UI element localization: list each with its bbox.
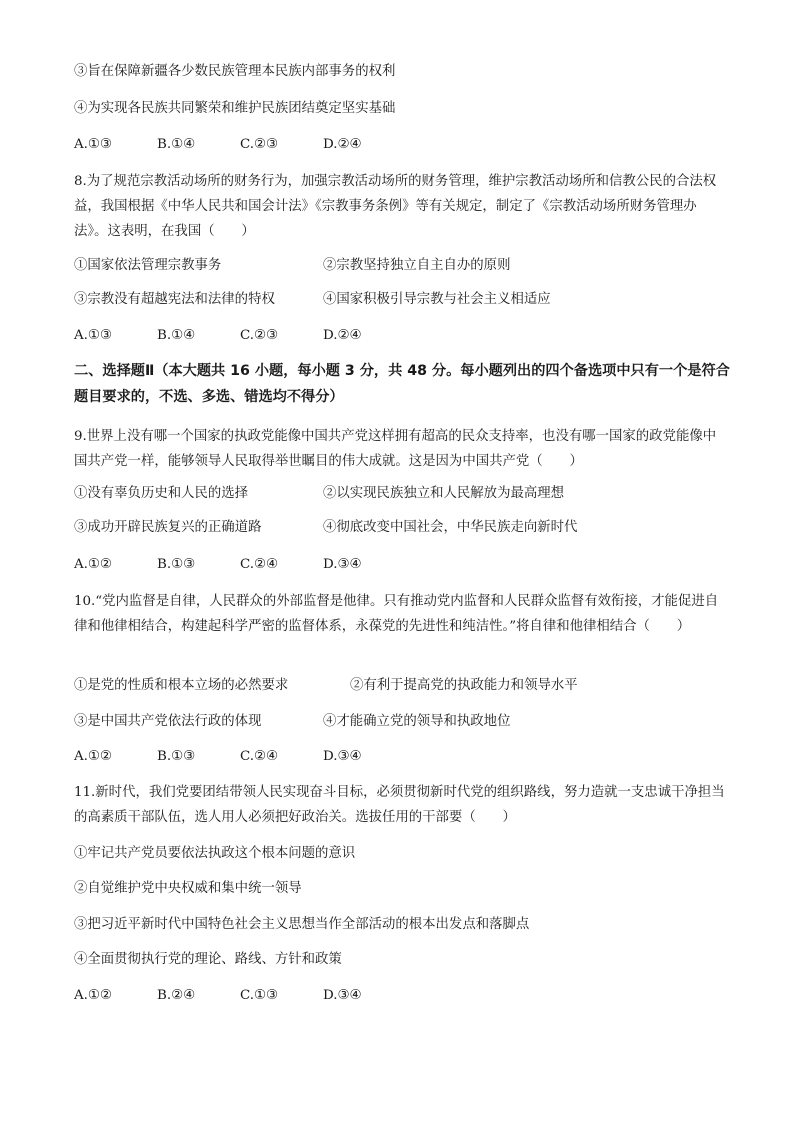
q9-stem: 9.世界上没有哪一个国家的执政党能像中国共产党这样拥有超高的民众支持率，也没有哪一国家的政党能像中国共产党一样，能够领导人民取得举世瞩目的伟大成就。这是因为中国共产党（ ） — [74, 429, 717, 469]
q9-item-1: ①没有辜负历史和人民的选择 — [74, 486, 249, 501]
q10-options — [74, 747, 406, 767]
q8-option-c[interactable]: C.②③ — [240, 328, 279, 343]
q7-option-d[interactable]: D.②④ — [323, 137, 362, 152]
q7-options — [74, 135, 406, 155]
q11-item-3: ③把习近平新时代中国特色社会主义思想当作全部活动的根本出发点和落脚点 — [74, 917, 530, 932]
q10-option-b[interactable]: B.①③ — [157, 749, 196, 764]
q9-option-d[interactable]: D.③④ — [323, 557, 362, 572]
q9-item-4: ④彻底改变中国社会，中华民族走向新时代 — [323, 520, 578, 535]
q10-option-a[interactable]: A.①② — [74, 749, 112, 764]
q11-item-4: ④全面贯彻执行党的理论、路线、方针和政策 — [74, 952, 342, 967]
q11-option-d[interactable]: D.③④ — [323, 988, 362, 1003]
q10-option-c[interactable]: C.②④ — [240, 749, 279, 764]
q10-item-1: ①是党的性质和根本立场的必然要求 — [74, 678, 289, 693]
q7-option-a[interactable]: A.①③ — [74, 137, 112, 152]
q11-stem: 11.新时代，我们党要团结带领人民实现奋斗目标，必须贯彻新时代党的组织路线，努力造就一支忠诚干净担当的高素质干部队伍，选人用人必须把好政治关。选拔任用的干部要（ ） — [74, 785, 725, 825]
q7-item-3: ③旨在保障新疆各少数民族管理本民族内部事务的权利 — [74, 64, 396, 79]
q7-option-b[interactable]: B.①④ — [157, 137, 196, 152]
q9-options — [74, 555, 406, 575]
q8-item-2: ②宗教坚持独立自主自办的原则 — [323, 258, 511, 273]
q9-item-2: ②以实现民族独立和人民解放为最高理想 — [323, 486, 565, 501]
q10-option-d[interactable]: D.③④ — [323, 749, 362, 764]
q11-option-c[interactable]: C.①③ — [240, 988, 279, 1003]
q9-option-a[interactable]: A.①② — [74, 557, 112, 572]
q9-item-3: ③成功开辟民族复兴的正确道路 — [74, 520, 262, 535]
q8-item-4: ④国家积极引导宗教与社会主义相适应 — [323, 292, 551, 307]
section-2-heading: 二、选择题Ⅱ（本大题共 16 小题，每小题 3 分，共 48 分。每小题列出的四个备选项中只有一个是符合题目要求的，不选、多选、错选均不得分） — [74, 363, 730, 405]
q8-options — [74, 326, 406, 346]
q9-option-c[interactable]: C.②④ — [240, 557, 279, 572]
q8-stem: 8.为了规范宗教活动场所的财务行为，加强宗教活动场所的财务管理，维护宗教活动场所和信教公民的合法权益，我国根据《中华人民共和国会计法》《宗教事务条例》等有关规定，制定了《宗教活动场所财务管理办法》。这表明，在我国（ ） — [74, 174, 717, 239]
q11-item-1: ①牢记共产党员要依法执政这个根本问题的意识 — [74, 846, 356, 861]
q10-item-4: ④才能确立党的领导和执政地位 — [323, 714, 511, 729]
q9-option-b[interactable]: B.①③ — [157, 557, 196, 572]
q8-item-3: ③宗教没有超越宪法和法律的特权 — [74, 292, 275, 307]
q8-option-b[interactable]: B.①④ — [157, 328, 196, 343]
q11-options — [74, 986, 406, 1006]
q11-option-b[interactable]: B.②④ — [157, 988, 196, 1003]
q10-item-3: ③是中国共产党依法行政的体现 — [74, 714, 262, 729]
q8-item-1: ①国家依法管理宗教事务 — [74, 258, 222, 273]
q11-option-a[interactable]: A.①② — [74, 988, 112, 1003]
q7-item-4: ④为实现各民族共同繁荣和维护民族团结奠定坚实基础 — [74, 101, 396, 116]
q11-item-2: ②自觉维护党中央权威和集中统一领导 — [74, 881, 302, 896]
q8-option-d[interactable]: D.②④ — [323, 328, 362, 343]
q7-option-c[interactable]: C.②③ — [240, 137, 279, 152]
q8-option-a[interactable]: A.①③ — [74, 328, 112, 343]
q10-item-2: ②有利于提高党的执政能力和领导水平 — [350, 678, 578, 693]
q10-stem: 10.“党内监督是自律，人民群众的外部监督是他律。只有推动党内监督和人民群众监督有效衔接，才能促进自律和他律相结合，构建起科学严密的监督体系，永葆党的先进性和纯洁性。”将自律和他律相结合（ ） — [74, 594, 719, 634]
